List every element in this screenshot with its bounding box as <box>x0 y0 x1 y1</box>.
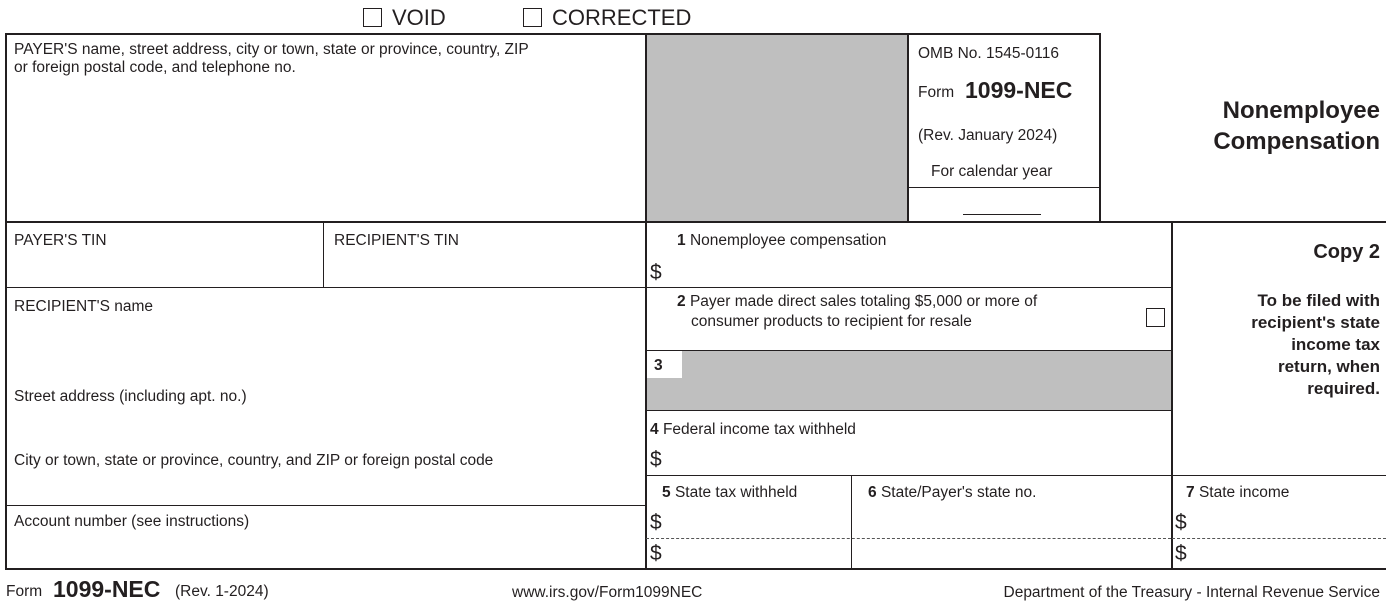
form-number: 1099-NEC <box>965 77 1073 103</box>
box1-dollar-sign: $ <box>650 261 662 284</box>
footer-form-number: 1099-NEC <box>53 576 161 602</box>
account-number-label: Account number (see instructions) <box>14 513 250 530</box>
form-prefix: Form <box>918 84 955 101</box>
shaded-area-top <box>646 34 908 222</box>
box7-label: 7 State income <box>1186 484 1290 501</box>
footer-form-prefix: Form <box>6 583 43 600</box>
footer-department: Department of the Treasury - Internal Revenue Service <box>1003 584 1380 601</box>
omb-number: OMB No. 1545-0116 <box>918 45 1060 62</box>
box7-dollar-sign-2: $ <box>1175 542 1187 565</box>
form-title-line2: Compensation <box>1213 128 1380 155</box>
corrected-checkbox[interactable] <box>523 8 542 27</box>
copy-line5: required. <box>1307 379 1380 398</box>
void-checkbox[interactable] <box>363 8 382 27</box>
box1-label: 1 Nonemployee compensation <box>677 232 887 249</box>
payer-tin-label: PAYER'S TIN <box>14 232 107 249</box>
street-address-label: Street address (including apt. no.) <box>14 388 247 405</box>
calendar-year-label: For calendar year <box>931 163 1053 180</box>
recipient-tin-label: RECIPIENT'S TIN <box>334 232 459 249</box>
copy-line2: recipient's state <box>1251 313 1380 332</box>
corrected-label: CORRECTED <box>552 5 692 30</box>
copy-line1: To be filed with <box>1257 291 1380 310</box>
box2-label-line1: 2 Payer made direct sales totaling $5,000 or more of <box>677 293 1038 310</box>
form-revision: (Rev. January 2024) <box>918 127 1058 144</box>
box5-label: 5 State tax withheld <box>662 484 798 501</box>
box5-dollar-sign-2: $ <box>650 542 662 565</box>
footer-revision: (Rev. 1-2024) <box>175 583 269 600</box>
form-title-line1: Nonemployee <box>1222 97 1380 124</box>
box7-dollar-sign-1: $ <box>1175 511 1187 534</box>
shaded-area-box3 <box>646 350 1171 410</box>
box4-dollar-sign: $ <box>650 448 662 471</box>
payer-label-line2: or foreign postal code, and telephone no. <box>14 59 296 76</box>
box5-dollar-sign-1: $ <box>650 511 662 534</box>
copy-line4: return, when <box>1277 357 1380 376</box>
recipient-name-label: RECIPIENT'S name <box>14 298 154 315</box>
copy-title: Copy 2 <box>1313 241 1380 263</box>
payer-label-line1: PAYER'S name, street address, city or town, state or province, country, ZIP <box>14 41 529 58</box>
copy-line3: income tax <box>1291 335 1380 354</box>
box2-checkbox[interactable] <box>1146 308 1165 327</box>
box6-label: 6 State/Payer's state no. <box>868 484 1037 501</box>
box2-label-line2: consumer products to recipient for resale <box>691 313 972 330</box>
box3-number-cell <box>646 350 682 378</box>
city-label: City or town, state or province, country, and ZIP or foreign postal code <box>14 452 494 469</box>
box4-label: 4 Federal income tax withheld <box>650 421 856 438</box>
footer-url[interactable]: www.irs.gov/Form1099NEC <box>512 584 703 601</box>
void-label: VOID <box>392 5 446 30</box>
box3-number: 3 <box>654 357 663 374</box>
